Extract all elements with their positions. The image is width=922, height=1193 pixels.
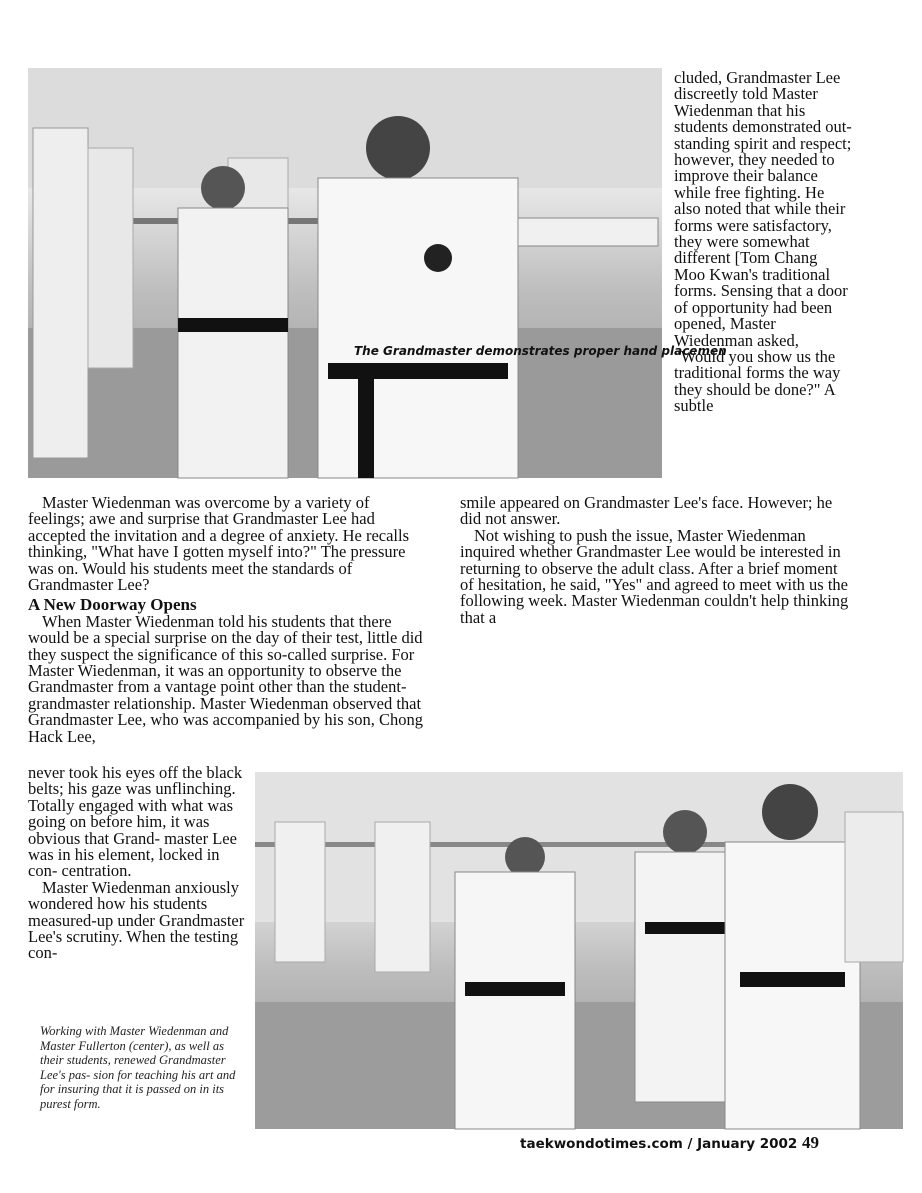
page-number: 49 [802,1133,820,1152]
top-photo [28,68,727,478]
left-paragraph-2: When Master Wiedenman told his students that there would be a special surprise on the day of their test, little did they suspect the significance of this so-called surprise. For Master Wiedenman, it was an opportunity to observe the Grandmaster from a vantage point other than the student-grandmaster relationship. Master Wiedenman observed that Grandmaster Lee, who was accompanied by his son, Chong Hack Lee, [28,611,423,746]
right-column-top-text [674,70,852,415]
top-photo-caption: The Grandmaster demonstrates proper hand placemen [354,344,727,358]
left-paragraph-1: Master Wiedenman was overcome by a variety of feelings; awe and surprise that Grandmaster Lee had accepted the invitation and a degree of anxiety. He recalls thinking, "What have I gotten myself into?" The pressure was on. Would his students meet the standards of Grandmaster Lee? [28,493,409,595]
bottom-photo-caption: Working with Master Wiedenman and Master Fullerton (center), as well as their students, renewed Grandmaster Lee's pas- sion for teaching his art and for insuring that it is passed on in its purest form. [40,1024,236,1111]
right-paragraph-2: Not wishing to push the issue, Master Wiedenman inquired whether Grandmaster Lee would be interested in returning to observe the adult class. After a brief moment of hesitation, he said, "Yes" and agreed to meet with us the following week. Master Wiedenman couldn't help thinking that a [460,525,849,627]
page-footer [520,1133,819,1153]
footer-site-date: taekwondotimes.com / January 2002 [520,1136,798,1152]
right-column-bottom-text [460,495,855,626]
top-photo-illustration [28,68,662,478]
left-paragraph-3: Master Wiedenman anxiously wondered how his students measured-up under Grandmaster Lee's scrutiny. When the testing con- [28,877,245,963]
bottom-photo [255,772,903,1129]
right-paragraph-1: smile appeared on Grandmaster Lee's face. However; he did not answer. [460,493,833,529]
left-paragraph-2-cont: never took his eyes off the black belts; his gaze was unflinching. Totally engaged with what was going on before him, it was obvious that Grand- master Lee was in his element, locked in con- centration. [28,763,243,881]
bottom-photo-illustration [255,772,903,1129]
left-narrow-column-text [28,765,250,962]
section-heading: A New Doorway Opens [28,595,197,615]
left-column-text [28,495,428,745]
right-column-paragraph: cluded, Grandmaster Lee discreetly told Master Wiedenman that his students demonstrated out- standing spirit and respect; however, they needed to improve their balance while free fighting. He also noted that while their forms were satisfactory, they were somewhat different [Tom Chang Moo Kwan's traditional forms. Sensing that a door of opportunity had been opened, Master Wiedenman asked, "Would you show us the traditional forms the way they should be done?" A subtle [674,68,852,416]
